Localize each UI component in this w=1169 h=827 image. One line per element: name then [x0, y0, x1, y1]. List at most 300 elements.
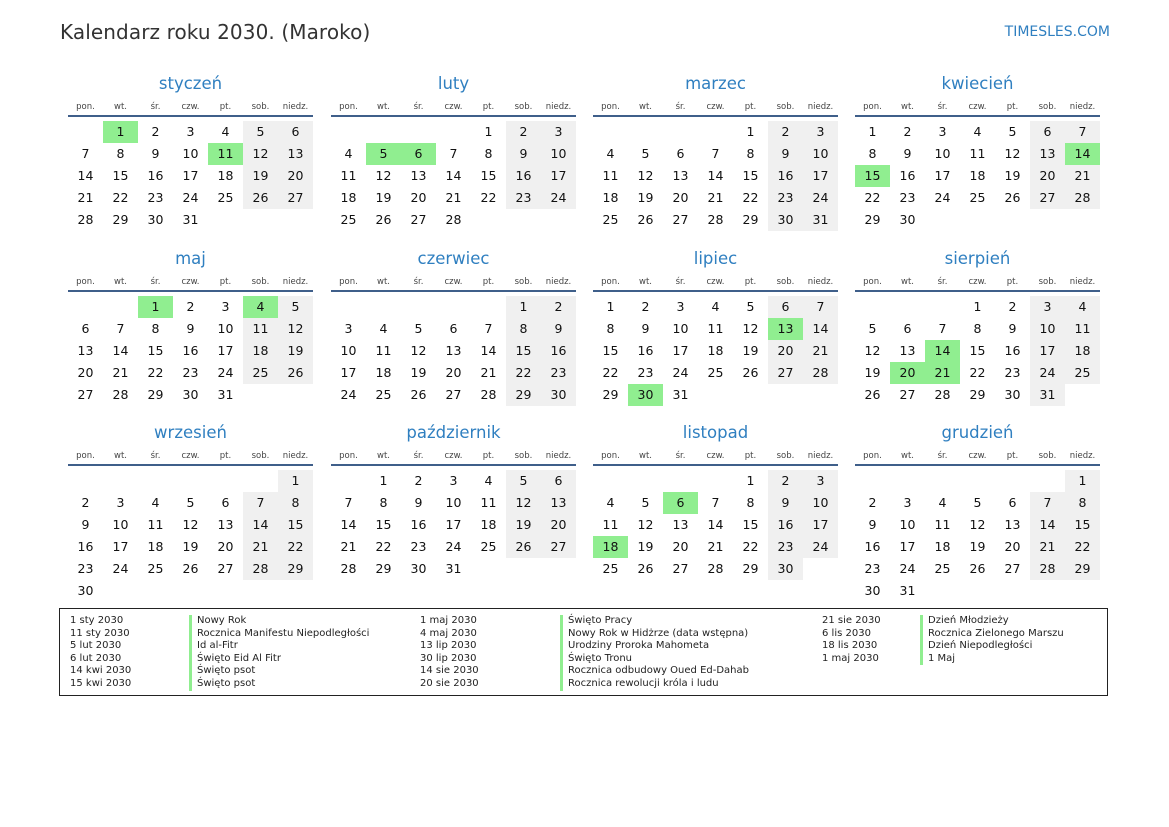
- weekday-label: czw.: [444, 451, 463, 461]
- month-6: [331, 248, 576, 406]
- page-title: Kalendarz roku 2030. (Maroko): [60, 20, 371, 44]
- day-cell: 14: [803, 318, 838, 340]
- day-cell: 22: [864, 190, 881, 205]
- day-cell: 24: [112, 561, 129, 576]
- day-cell: 2: [1008, 299, 1017, 314]
- day-cell: 15: [147, 343, 164, 358]
- day-cell: 22: [147, 365, 164, 380]
- day-cell: 20: [672, 539, 689, 554]
- day-cell: 11: [1065, 318, 1100, 340]
- weekday-header: [331, 274, 576, 292]
- day-cell: 4: [711, 299, 720, 314]
- weekday-label: śr.: [413, 277, 424, 287]
- day-cell: 23: [864, 561, 881, 576]
- legend-date: 30 lip 2030: [420, 652, 477, 664]
- day-cell: 3: [449, 473, 458, 488]
- day-cell: 28: [243, 558, 278, 580]
- weekday-label: sob.: [514, 451, 533, 461]
- day-cell: 10: [1030, 318, 1065, 340]
- day-cell: 16: [637, 343, 654, 358]
- weekday-label: sob.: [251, 277, 270, 287]
- day-cell: 14: [243, 514, 278, 536]
- month-name: lipiec: [693, 249, 738, 268]
- holiday-day-cell: 5: [366, 143, 401, 165]
- empty-cell: [68, 470, 103, 492]
- holiday-day-cell: 18: [593, 536, 628, 558]
- day-cell: 16: [182, 343, 199, 358]
- month-name: czerwiec: [417, 249, 490, 268]
- day-cell: 19: [278, 340, 313, 362]
- legend-names-col: [560, 615, 749, 691]
- day-cell: 12: [637, 517, 654, 532]
- day-cell: 9: [151, 146, 160, 161]
- day-cell: 2: [414, 473, 423, 488]
- day-cell: 22: [375, 539, 392, 554]
- month-3: [593, 73, 838, 231]
- weekday-label: niedz.: [807, 277, 834, 287]
- weekday-label: niedz.: [1069, 102, 1096, 112]
- day-cell: 12: [1004, 146, 1021, 161]
- weekday-label: pt.: [744, 451, 757, 461]
- empty-cell: [366, 296, 401, 318]
- day-cell: 22: [602, 365, 619, 380]
- day-cell: 15: [375, 517, 392, 532]
- month-name: styczeń: [158, 74, 223, 93]
- day-cell: 29: [278, 558, 313, 580]
- empty-cell: [698, 121, 733, 143]
- empty-cell: [698, 470, 733, 492]
- weekday-label: pon.: [76, 277, 95, 287]
- day-cell: 25: [340, 212, 357, 227]
- weekday-label: śr.: [675, 277, 686, 287]
- day-cell: 29: [602, 387, 619, 402]
- day-cell: 18: [934, 539, 951, 554]
- day-cell: 21: [77, 190, 94, 205]
- day-cell: 10: [934, 146, 951, 161]
- day-cell: 24: [445, 539, 462, 554]
- day-cell: 29: [969, 387, 986, 402]
- day-cell: 28: [77, 212, 94, 227]
- day-cell: 20: [217, 539, 234, 554]
- day-cell: 18: [1065, 340, 1100, 362]
- day-cell: 16: [410, 517, 427, 532]
- weekday-label: śr.: [937, 451, 948, 461]
- weekday-header: [855, 99, 1100, 117]
- day-grid: [593, 470, 838, 580]
- weekday-label: pon.: [339, 277, 358, 287]
- day-cell: 11: [602, 517, 619, 532]
- weekday-label: wt.: [901, 277, 914, 287]
- day-cell: 6: [676, 146, 685, 161]
- day-cell: 23: [182, 365, 199, 380]
- day-cell: 3: [1030, 296, 1065, 318]
- legend-holiday-name: Święto Eid Al Fitr: [189, 653, 369, 666]
- month-name: sierpień: [944, 249, 1011, 268]
- day-cell: 21: [707, 539, 724, 554]
- day-cell: 25: [147, 561, 164, 576]
- day-cell: 18: [480, 517, 497, 532]
- day-cell: 20: [410, 190, 427, 205]
- day-cell: 10: [182, 146, 199, 161]
- day-cell: 19: [637, 190, 654, 205]
- day-cell: 22: [112, 190, 129, 205]
- day-cell: 29: [742, 561, 759, 576]
- legend-holiday-name: Święto Pracy: [560, 615, 749, 628]
- day-cell: 23: [410, 539, 427, 554]
- day-cell: 30: [899, 212, 916, 227]
- day-cell: 16: [864, 539, 881, 554]
- day-cell: 20: [77, 365, 94, 380]
- day-cell: 1: [379, 473, 388, 488]
- weekday-label: wt.: [377, 277, 390, 287]
- day-grid: [331, 470, 576, 580]
- weekday-label: czw.: [706, 451, 725, 461]
- weekday-label: wt.: [901, 102, 914, 112]
- weekday-label: niedz.: [1069, 451, 1096, 461]
- legend-dates-col: [420, 615, 479, 691]
- day-cell: 8: [278, 492, 313, 514]
- day-cell: 28: [340, 561, 357, 576]
- day-cell: 29: [506, 384, 541, 406]
- day-cell: 18: [969, 168, 986, 183]
- day-cell: 1: [973, 299, 982, 314]
- empty-cell: [593, 121, 628, 143]
- day-cell: 24: [182, 190, 199, 205]
- day-cell: 19: [243, 165, 278, 187]
- empty-cell: [173, 470, 208, 492]
- weekday-label: sob.: [514, 277, 533, 287]
- weekday-label: śr.: [413, 451, 424, 461]
- day-cell: 19: [969, 539, 986, 554]
- month-name: kwiecień: [941, 74, 1014, 93]
- holiday-day-cell: 4: [243, 296, 278, 318]
- day-cell: 22: [742, 190, 759, 205]
- day-cell: 22: [278, 536, 313, 558]
- day-cell: 5: [506, 470, 541, 492]
- weekday-label: czw.: [706, 102, 725, 112]
- day-cell: 2: [768, 470, 803, 492]
- day-cell: 17: [899, 539, 916, 554]
- day-cell: 31: [445, 561, 462, 576]
- weekday-label: wt.: [377, 451, 390, 461]
- month-name: maj: [175, 249, 206, 268]
- day-cell: 7: [116, 321, 125, 336]
- day-grid: [593, 296, 838, 406]
- day-cell: 16: [899, 168, 916, 183]
- day-cell: 8: [484, 146, 493, 161]
- day-cell: 17: [934, 168, 951, 183]
- day-cell: 25: [602, 212, 619, 227]
- day-cell: 6: [541, 470, 576, 492]
- empty-cell: [366, 121, 401, 143]
- day-cell: 3: [803, 470, 838, 492]
- day-cell: 19: [506, 514, 541, 536]
- weekday-label: czw.: [968, 277, 987, 287]
- day-cell: 24: [541, 187, 576, 209]
- weekday-label: wt.: [639, 102, 652, 112]
- weekday-label: pt.: [482, 277, 495, 287]
- day-cell: 1: [1065, 470, 1100, 492]
- empty-cell: [401, 296, 436, 318]
- day-cell: 18: [217, 168, 234, 183]
- day-cell: 16: [506, 165, 541, 187]
- day-grid: [855, 470, 1100, 602]
- day-cell: 27: [1004, 561, 1021, 576]
- day-cell: 11: [340, 168, 357, 183]
- month-5: [68, 248, 313, 406]
- day-cell: 13: [541, 492, 576, 514]
- month-name: grudzień: [941, 423, 1014, 442]
- weekday-label: niedz.: [282, 451, 309, 461]
- day-cell: 9: [414, 495, 423, 510]
- day-cell: 27: [410, 212, 427, 227]
- day-cell: 15: [742, 168, 759, 183]
- day-cell: 9: [768, 492, 803, 514]
- day-cell: 6: [278, 121, 313, 143]
- weekday-header: [855, 274, 1100, 292]
- day-cell: 7: [81, 146, 90, 161]
- weekday-label: niedz.: [282, 277, 309, 287]
- day-cell: 14: [480, 343, 497, 358]
- day-cell: 25: [217, 190, 234, 205]
- empty-cell: [1030, 470, 1065, 492]
- day-cell: 13: [1030, 143, 1065, 165]
- day-cell: 3: [938, 124, 947, 139]
- day-grid: [68, 121, 313, 231]
- weekday-label: pon.: [76, 102, 95, 112]
- legend-dates-col: [822, 615, 881, 665]
- day-cell: 3: [903, 495, 912, 510]
- day-cell: 5: [973, 495, 982, 510]
- weekday-label: wt.: [901, 451, 914, 461]
- weekday-label: pon.: [339, 451, 358, 461]
- day-cell: 21: [707, 190, 724, 205]
- day-cell: 27: [768, 362, 803, 384]
- weekday-label: pt.: [219, 277, 232, 287]
- month-2: [331, 73, 576, 231]
- day-cell: 1: [278, 470, 313, 492]
- day-cell: 6: [1030, 121, 1065, 143]
- weekday-label: niedz.: [545, 451, 572, 461]
- empty-cell: [890, 470, 925, 492]
- day-cell: 18: [375, 365, 392, 380]
- weekday-label: sob.: [776, 451, 795, 461]
- month-9: [68, 422, 313, 602]
- legend-holiday-name: Rocznica Zielonego Marszu: [920, 628, 1064, 641]
- weekday-label: czw.: [706, 277, 725, 287]
- weekday-label: pt.: [1006, 102, 1019, 112]
- weekday-label: wt.: [639, 277, 652, 287]
- day-cell: 17: [340, 365, 357, 380]
- legend-date: 15 kwi 2030: [70, 677, 132, 689]
- day-cell: 4: [484, 473, 493, 488]
- empty-cell: [401, 121, 436, 143]
- legend-date: 20 sie 2030: [420, 677, 479, 689]
- legend-names-col: [189, 615, 369, 691]
- weekday-label: czw.: [181, 451, 200, 461]
- day-cell: 30: [768, 209, 803, 231]
- weekday-label: sob.: [514, 102, 533, 112]
- day-cell: 13: [1004, 517, 1021, 532]
- day-cell: 12: [182, 517, 199, 532]
- day-cell: 17: [541, 165, 576, 187]
- day-cell: 15: [112, 168, 129, 183]
- day-cell: 12: [243, 143, 278, 165]
- weekday-label: czw.: [968, 102, 987, 112]
- day-grid: [593, 121, 838, 231]
- day-cell: 27: [217, 561, 234, 576]
- day-cell: 10: [112, 517, 129, 532]
- empty-cell: [138, 470, 173, 492]
- day-cell: 9: [506, 143, 541, 165]
- legend-holiday-name: Nowy Rok: [189, 615, 369, 628]
- day-cell: 16: [77, 539, 94, 554]
- day-cell: 30: [77, 583, 94, 598]
- holiday-day-cell: 13: [768, 318, 803, 340]
- weekday-label: pt.: [744, 277, 757, 287]
- day-cell: 2: [641, 299, 650, 314]
- holiday-day-cell: 11: [208, 143, 243, 165]
- day-cell: 31: [899, 583, 916, 598]
- legend-holiday-name: Święto psot: [189, 665, 369, 678]
- day-cell: 8: [116, 146, 125, 161]
- day-cell: 20: [672, 190, 689, 205]
- day-cell: 7: [344, 495, 353, 510]
- month-10: [331, 422, 576, 580]
- weekday-label: sob.: [776, 102, 795, 112]
- brand-link[interactable]: TIMESLES.COM: [1004, 24, 1110, 40]
- legend-date: 6 lut 2030: [70, 652, 122, 664]
- month-4: [855, 73, 1100, 231]
- day-cell: 8: [746, 495, 755, 510]
- day-cell: 27: [541, 536, 576, 558]
- month-name: październik: [406, 423, 501, 442]
- day-cell: 16: [768, 165, 803, 187]
- day-cell: 10: [217, 321, 234, 336]
- day-cell: 30: [147, 212, 164, 227]
- day-cell: 9: [1008, 321, 1017, 336]
- weekday-label: sob.: [251, 102, 270, 112]
- day-cell: 26: [1004, 190, 1021, 205]
- day-cell: 29: [112, 212, 129, 227]
- day-cell: 20: [445, 365, 462, 380]
- weekday-header: [593, 99, 838, 117]
- day-cell: 7: [711, 146, 720, 161]
- weekday-label: śr.: [937, 277, 948, 287]
- day-cell: 26: [637, 561, 654, 576]
- day-cell: 7: [449, 146, 458, 161]
- day-cell: 21: [445, 190, 462, 205]
- day-cell: 2: [868, 495, 877, 510]
- empty-cell: [331, 296, 366, 318]
- day-cell: 24: [1030, 362, 1065, 384]
- holiday-day-cell: 14: [925, 340, 960, 362]
- day-cell: 7: [1065, 121, 1100, 143]
- day-cell: 13: [410, 168, 427, 183]
- day-cell: 19: [410, 365, 427, 380]
- day-cell: 11: [147, 517, 164, 532]
- empty-cell: [103, 296, 138, 318]
- month-11: [593, 422, 838, 580]
- day-cell: 5: [186, 495, 195, 510]
- day-cell: 15: [506, 340, 541, 362]
- legend-date: 21 sie 2030: [822, 615, 881, 626]
- day-cell: 16: [541, 340, 576, 362]
- day-cell: 26: [506, 536, 541, 558]
- weekday-label: śr.: [937, 102, 948, 112]
- day-cell: 24: [899, 561, 916, 576]
- day-cell: 31: [672, 387, 689, 402]
- day-cell: 30: [1004, 387, 1021, 402]
- weekday-label: wt.: [639, 451, 652, 461]
- day-cell: 22: [480, 190, 497, 205]
- day-cell: 25: [602, 561, 619, 576]
- empty-cell: [663, 121, 698, 143]
- empty-cell: [471, 296, 506, 318]
- day-cell: 20: [278, 165, 313, 187]
- day-cell: 14: [340, 517, 357, 532]
- day-cell: 26: [278, 362, 313, 384]
- day-cell: 30: [182, 387, 199, 402]
- day-cell: 2: [903, 124, 912, 139]
- empty-cell: [628, 121, 663, 143]
- legend-date: 5 lut 2030: [70, 640, 122, 652]
- weekday-label: sob.: [1038, 277, 1057, 287]
- empty-cell: [925, 470, 960, 492]
- day-cell: 28: [480, 387, 497, 402]
- weekday-label: pon.: [863, 102, 882, 112]
- day-cell: 5: [746, 299, 755, 314]
- day-cell: 30: [541, 384, 576, 406]
- day-cell: 8: [606, 321, 615, 336]
- empty-cell: [663, 470, 698, 492]
- day-cell: 14: [707, 168, 724, 183]
- legend-holiday-name: Rocznica Manifestu Niepodległości: [189, 628, 369, 641]
- day-cell: 13: [672, 517, 689, 532]
- day-cell: 23: [899, 190, 916, 205]
- day-cell: 12: [969, 517, 986, 532]
- day-cell: 15: [969, 343, 986, 358]
- day-cell: 4: [606, 146, 615, 161]
- day-cell: 29: [375, 561, 392, 576]
- day-cell: 9: [186, 321, 195, 336]
- day-cell: 19: [742, 343, 759, 358]
- day-cell: 24: [217, 365, 234, 380]
- day-cell: 13: [672, 168, 689, 183]
- day-cell: 28: [445, 212, 462, 227]
- weekday-label: pt.: [482, 102, 495, 112]
- holiday-day-cell: 6: [401, 143, 436, 165]
- day-cell: 27: [1030, 187, 1065, 209]
- day-cell: 19: [182, 539, 199, 554]
- holiday-day-cell: 14: [1065, 143, 1100, 165]
- day-cell: 10: [803, 143, 838, 165]
- empty-cell: [243, 470, 278, 492]
- empty-cell: [103, 470, 138, 492]
- weekday-label: niedz.: [807, 451, 834, 461]
- month-7: [593, 248, 838, 406]
- day-cell: 7: [938, 321, 947, 336]
- day-cell: 2: [81, 495, 90, 510]
- day-cell: 17: [672, 343, 689, 358]
- day-cell: 14: [1030, 514, 1065, 536]
- legend-holiday-name: Id al-Fitr: [189, 640, 369, 653]
- day-cell: 23: [541, 362, 576, 384]
- day-cell: 25: [375, 387, 392, 402]
- day-cell: 30: [864, 583, 881, 598]
- weekday-header: [331, 99, 576, 117]
- day-cell: 10: [803, 492, 838, 514]
